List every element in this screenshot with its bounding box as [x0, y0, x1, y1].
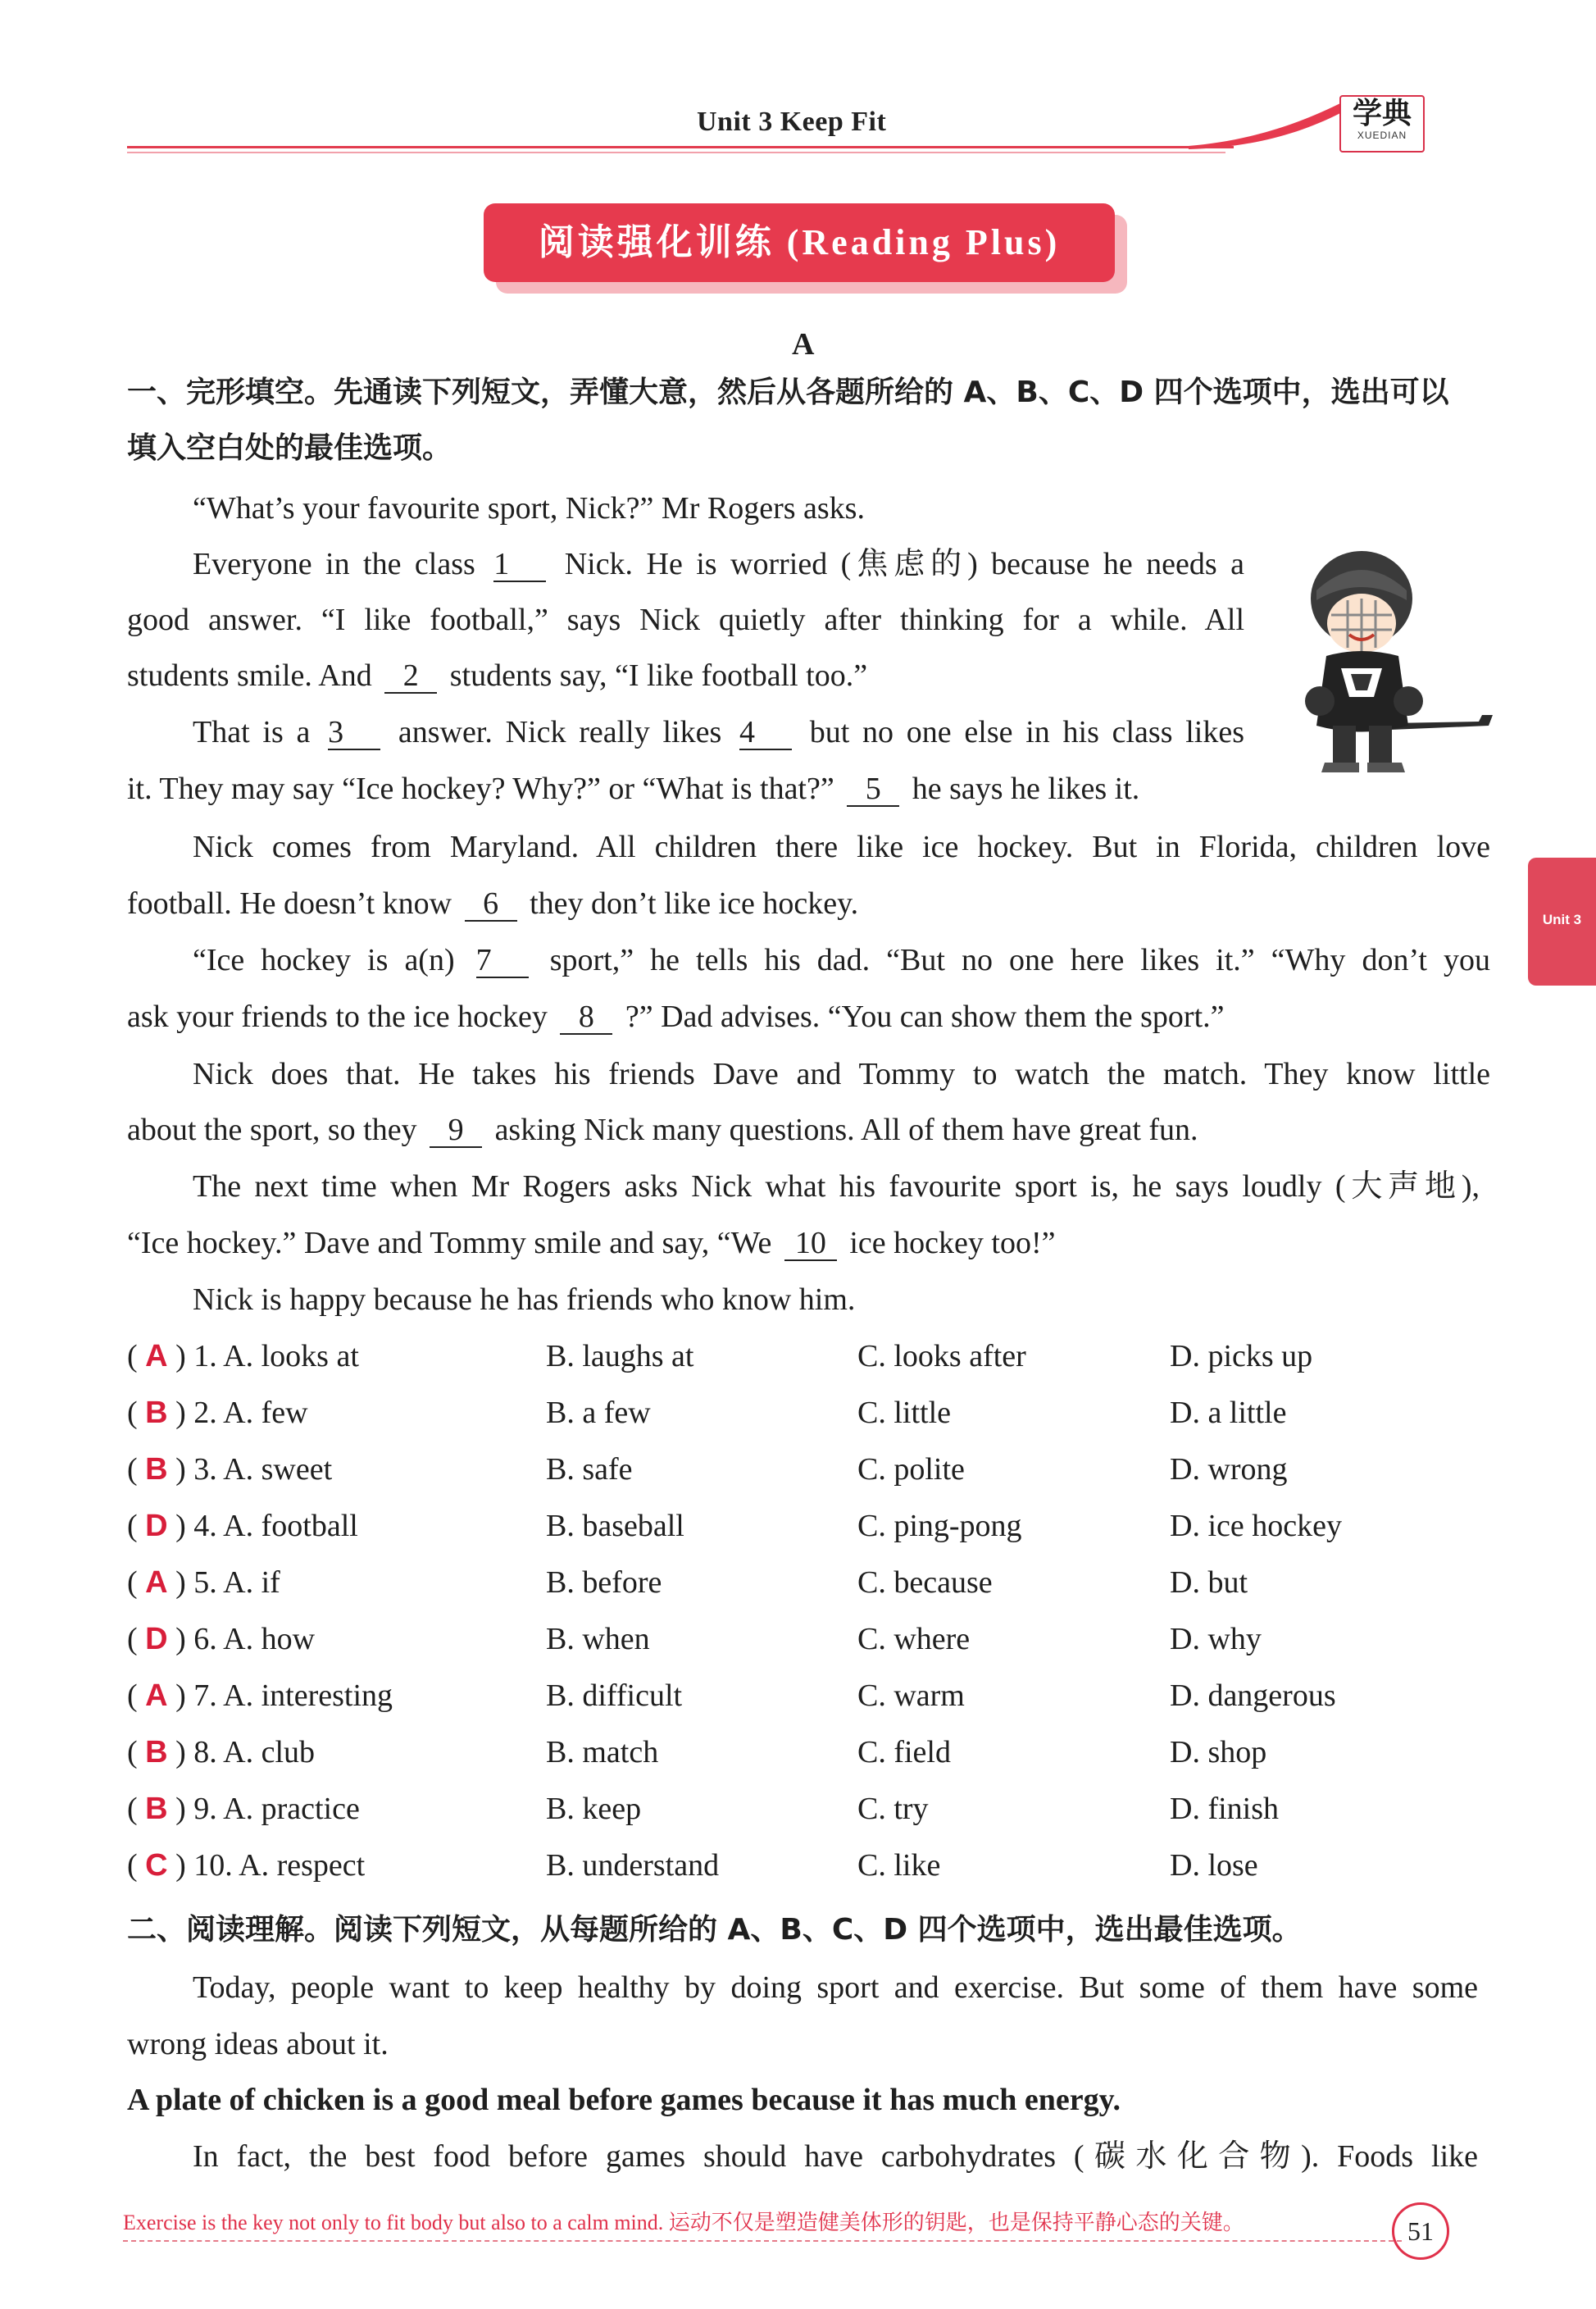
option-c: C. ping-pong [857, 1509, 1022, 1543]
passage-text: “Ice hockey.” Dave and Tommy smile and say, “We [127, 1226, 772, 1260]
answer-paren-open: ( [127, 1396, 146, 1430]
answer-paren-close: ) [167, 1792, 194, 1826]
option-c: C. little [857, 1396, 951, 1430]
answer-paren-open: ( [127, 1792, 146, 1826]
answer-paren-close: ) [167, 1509, 194, 1543]
answer-letter: A [145, 1565, 168, 1600]
answer-paren-close: ) [167, 1678, 194, 1713]
passage-line: Today, people want to keep healthy by doing sport and exercise. But some of them have some [193, 1970, 1478, 2005]
question-number: 10. [193, 1848, 233, 1883]
option-d: D. finish [1170, 1792, 1279, 1826]
ice-hockey-player-illustration [1267, 533, 1497, 787]
question-number: 6. [193, 1622, 217, 1656]
blank-5: 5 [847, 772, 899, 807]
question-number: 4. [193, 1509, 217, 1543]
passage-line: Nick is happy because he has friends who know him. [193, 1282, 856, 1317]
part2-instruction: 二、阅读理解。阅读下列短文，从每题所给的 A、B、C、D 四个选项中，选出最佳选项。 [127, 1913, 1302, 1947]
answer-paren-close: ) [167, 1452, 194, 1487]
passage-text: That is a [193, 715, 311, 749]
passage-text: they don’t like ice hockey. [530, 886, 859, 921]
blank-9: 9 [430, 1114, 482, 1148]
side-tab-label: Unit 3 [1542, 912, 1582, 927]
blank-6: 6 [465, 887, 517, 922]
answer-letter: D [145, 1622, 168, 1656]
passage-text: sport,” he tells his dad. “But no one here likes it.” “Why don’t you [549, 943, 1491, 977]
answer-paren-open: ( [127, 1622, 146, 1656]
passage-line: “What’s your favourite sport, Nick?” Mr Rogers asks. [193, 491, 865, 526]
option-d: D. wrong [1170, 1452, 1288, 1487]
blank-8: 8 [560, 1000, 612, 1035]
question-number: 3. [193, 1452, 217, 1487]
passage-line: Nick comes from Maryland. All children there like ice hockey. But in Florida, children love [193, 830, 1490, 864]
option-d: D. but [1170, 1565, 1248, 1600]
question-answer-and-option-a [127, 1846, 365, 1885]
option-b: B. laughs at [546, 1339, 694, 1373]
option-b: B. match [546, 1735, 659, 1769]
answer-letter: B [145, 1452, 168, 1487]
answer-paren-close: ) [167, 1622, 194, 1656]
passage-text: “Ice hockey is a(n) [193, 943, 455, 977]
passage-line: wrong ideas about it. [127, 2027, 389, 2061]
passage-line [127, 1110, 1198, 1150]
option-a: A. if [223, 1565, 280, 1600]
question-answer-and-option-a [127, 1450, 332, 1489]
passage-line [127, 884, 858, 923]
option-b: B. understand [546, 1848, 720, 1883]
option-c: C. where [857, 1622, 971, 1656]
passage-text: it. They may say “Ice hockey? Why?” or “What is that?” [127, 772, 834, 806]
option-c: C. polite [857, 1452, 965, 1487]
passage-text: students smile. And [127, 658, 372, 693]
answer-letter: B [145, 1396, 168, 1430]
question-number: 2. [193, 1396, 217, 1430]
side-unit-tab[interactable] [1528, 858, 1596, 986]
passage-text: Everyone in the class [193, 547, 475, 581]
blank-1: 1 [493, 548, 546, 582]
option-a: A. respect [239, 1848, 366, 1883]
question-answer-and-option-a [127, 1789, 360, 1829]
answer-paren-close: ) [167, 1396, 194, 1430]
option-b: B. when [546, 1622, 650, 1656]
question-number: 5. [193, 1565, 217, 1600]
header-rule [127, 146, 1234, 148]
header-rule-light [127, 152, 1225, 153]
answer-letter: C [145, 1848, 168, 1883]
answer-letter: A [145, 1678, 168, 1713]
option-b: B. difficult [546, 1678, 683, 1713]
passage-line [193, 713, 1244, 752]
answer-paren-open: ( [127, 1339, 146, 1373]
section-label-a: A [792, 327, 815, 362]
answer-letter: B [145, 1735, 168, 1769]
question-number: 7. [193, 1678, 217, 1713]
answer-paren-open: ( [127, 1509, 146, 1543]
option-b: B. keep [546, 1792, 642, 1826]
passage-line [193, 544, 1244, 584]
answer-paren-open: ( [127, 1848, 146, 1883]
logo-sub-text: XUEDIAN [1357, 130, 1407, 141]
page-number: 51 [1392, 2202, 1449, 2260]
passage-text: he says he likes it. [912, 772, 1140, 806]
option-a: A. looks at [223, 1339, 359, 1373]
option-c: C. like [857, 1848, 941, 1883]
answer-paren-open: ( [127, 1735, 146, 1769]
logo-main-text: 学典 [1352, 96, 1412, 130]
option-d: D. dangerous [1170, 1678, 1336, 1713]
question-answer-and-option-a [127, 1733, 315, 1772]
passage-text: ice hockey too!” [849, 1226, 1056, 1260]
part1-instruction-line2: 填入空白处的最佳选项。 [127, 431, 452, 465]
passage-line [127, 656, 867, 695]
option-d: D. ice hockey [1170, 1509, 1342, 1543]
question-answer-and-option-a [127, 1337, 359, 1376]
passage-text: students say, “I like football too.” [449, 658, 868, 693]
question-answer-and-option-a [127, 1393, 308, 1432]
passage-line: good answer. “I like football,” says Nick quietly after thinking for a while. All [127, 603, 1244, 637]
blank-4: 4 [739, 716, 792, 750]
blank-2: 2 [384, 659, 437, 694]
option-a: A. interesting [223, 1678, 393, 1713]
running-header-title: Unit 3 Keep Fit [697, 107, 887, 137]
option-a: A. how [223, 1622, 316, 1656]
option-b: B. before [546, 1565, 662, 1600]
blank-7: 7 [476, 944, 529, 978]
passage-text: ?” Dad advises. “You can show them the sport.” [625, 1000, 1225, 1034]
passage-line: Nick does that. He takes his friends Dave and Tommy to watch the match. They know little [193, 1057, 1490, 1091]
question-answer-and-option-a [127, 1619, 315, 1659]
answer-paren-open: ( [127, 1678, 146, 1713]
answer-letter: D [145, 1509, 168, 1543]
option-c: C. field [857, 1735, 951, 1769]
passage-line [127, 997, 1225, 1036]
option-a: A. football [223, 1509, 358, 1543]
passage-line [127, 769, 1139, 808]
option-b: B. baseball [546, 1509, 684, 1543]
option-c: C. try [857, 1792, 929, 1826]
section-banner: 阅读强化训练 (Reading Plus) [484, 203, 1115, 282]
blank-10: 10 [784, 1227, 837, 1261]
option-b: B. a few [546, 1396, 651, 1430]
passage-text: Nick. He is worried (焦虑的) because he needs a [564, 547, 1245, 581]
option-d: D. shop [1170, 1735, 1267, 1769]
question-answer-and-option-a [127, 1563, 280, 1602]
option-d: D. lose [1170, 1848, 1258, 1883]
passage-line: In fact, the best food before games should have carbohydrates (碳水化合物). Foods like [193, 2139, 1478, 2174]
option-b: B. safe [546, 1452, 633, 1487]
footer-rule [123, 2240, 1402, 2243]
passage-line [127, 1223, 1055, 1263]
option-d: D. picks up [1170, 1339, 1313, 1373]
question-number: 9. [193, 1792, 217, 1826]
blank-3: 3 [328, 716, 380, 750]
option-d: D. a little [1170, 1396, 1287, 1430]
question-answer-and-option-a [127, 1676, 393, 1715]
part2-heading: A plate of chicken is a good meal before games because it has much energy. [127, 2083, 1121, 2117]
footer-quote: Exercise is the key not only to fit body but also to a calm mind. 运动不仅是塑造健美体形的钥匙，也是保持平静心态的关键。 [123, 2211, 1244, 2234]
passage-line: The next time when Mr Rogers asks Nick what his favourite sport is, he says loudly (大声地), [193, 1169, 1480, 1204]
answer-letter: B [145, 1792, 168, 1826]
option-c: C. looks after [857, 1339, 1026, 1373]
option-a: A. few [223, 1396, 308, 1430]
option-a: A. sweet [223, 1452, 333, 1487]
option-c: C. warm [857, 1678, 965, 1713]
passage-text: asking Nick many questions. All of them have great fun. [494, 1113, 1198, 1147]
answer-paren-open: ( [127, 1565, 146, 1600]
answer-letter: A [145, 1339, 168, 1373]
passage-text: ask your friends to the ice hockey [127, 1000, 548, 1034]
passage-text: about the sport, so they [127, 1113, 417, 1147]
question-number: 1. [193, 1339, 217, 1373]
answer-paren-close: ) [167, 1339, 194, 1373]
option-c: C. because [857, 1565, 993, 1600]
question-answer-and-option-a [127, 1506, 358, 1546]
publisher-logo [1339, 95, 1425, 153]
answer-paren-close: ) [167, 1735, 194, 1769]
question-number: 8. [193, 1735, 217, 1769]
passage-line [193, 940, 1490, 980]
option-d: D. why [1170, 1622, 1262, 1656]
passage-text: football. He doesn’t know [127, 886, 452, 921]
answer-paren-open: ( [127, 1452, 146, 1487]
passage-text: but no one else in his class likes [809, 715, 1245, 749]
answer-paren-close: ) [167, 1565, 194, 1600]
passage-text: answer. Nick really likes [398, 715, 722, 749]
option-a: A. club [223, 1735, 316, 1769]
part1-instruction-line1: 一、完形填空。先通读下列短文，弄懂大意，然后从各题所给的 A、B、C、D 四个选项中，选出可以 [127, 376, 1449, 409]
option-a: A. practice [223, 1792, 360, 1826]
answer-paren-close: ) [167, 1848, 194, 1883]
